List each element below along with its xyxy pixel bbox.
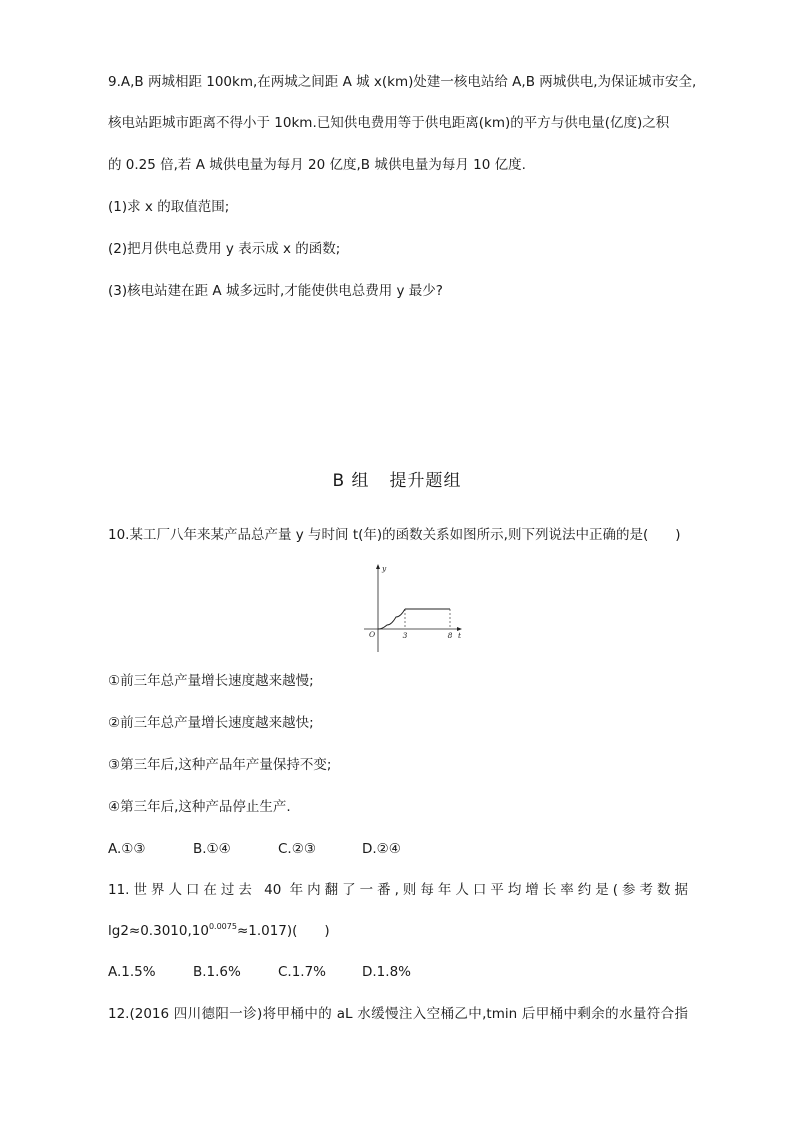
- section-heading: [0, 466, 794, 491]
- x-tick-8: 8: [447, 631, 453, 640]
- q9-sub-3: (3)核电站建在距 A 城多远时,才能使供电总费用 y 最少?: [108, 283, 443, 299]
- q10-option-a: A.①③: [108, 841, 146, 857]
- q9-line-1: 9.A,B 两城相距 100km,在两城之间距 A 城 x(km)处建一核电站给 A,B 两城供电,为保证城市安全,: [108, 74, 697, 90]
- q10-statement-3: ③第三年后,这种产品年产量保持不变;: [108, 757, 332, 773]
- section-group: B 组: [332, 471, 370, 491]
- origin-label: O: [369, 630, 376, 639]
- q10-statement-4: ④第三年后,这种产品停止生产.: [108, 799, 291, 815]
- q11-exponent: 0.0075: [208, 922, 237, 931]
- q9-sub-2: (2)把月供电总费用 y 表示成 x 的函数;: [108, 241, 341, 257]
- q11-line-2-b: ≈1.017)( ): [236, 923, 330, 939]
- q11-line-1: 11.世界人口在过去 40 年内翻了一番,则每年人口平均增长率约是(参考数据: [108, 882, 688, 898]
- y-axis-arrow: [376, 564, 380, 569]
- q11-line-2-a: lg2≈0.3010,10: [108, 923, 209, 939]
- q9-line-2: 核电站距城市距离不得小于 10km.已知供电费用等于供电距离(km)的平方与供电量(亿度)之积: [108, 115, 670, 131]
- q9-sub-1: (1)求 x 的取值范围;: [108, 199, 230, 215]
- q11-option-a: A.1.5%: [108, 964, 156, 980]
- q10-option-b: B.①④: [193, 841, 231, 857]
- q11-line-2: [108, 921, 330, 941]
- q12-line-1: 12.(2016 四川德阳一诊)将甲桶中的 aL 水缓慢注入空桶乙中,tmin 后甲桶中剩余的水量符合指: [108, 1006, 688, 1022]
- x-tick-3: 3: [402, 631, 408, 640]
- q11-option-c: C.1.7%: [278, 964, 327, 980]
- q11-option-b: B.1.6%: [193, 964, 241, 980]
- q11-option-d: D.1.8%: [362, 964, 411, 980]
- q10-statement-2: ②前三年总产量增长速度越来越快;: [108, 715, 314, 731]
- curve-segment: [378, 609, 405, 629]
- q10-option-d: D.②④: [362, 841, 401, 857]
- q9-line-3: 的 0.25 倍,若 A 城供电量为每月 20 亿度,B 城供电量为每月 10 亿度.: [108, 157, 526, 173]
- section-name: 提升题组: [389, 471, 462, 491]
- q10-graph: [358, 562, 466, 656]
- q10-option-c: C.②③: [278, 841, 316, 857]
- q10-stem: 10.某工厂八年来某产品总产量 y 与时间 t(年)的函数关系如图所示,则下列说法中正确的是( ): [108, 527, 681, 543]
- x-axis-label: t: [458, 631, 462, 640]
- y-axis-label: y: [382, 564, 387, 573]
- q10-statement-1: ①前三年总产量增长速度越来越慢;: [108, 673, 314, 689]
